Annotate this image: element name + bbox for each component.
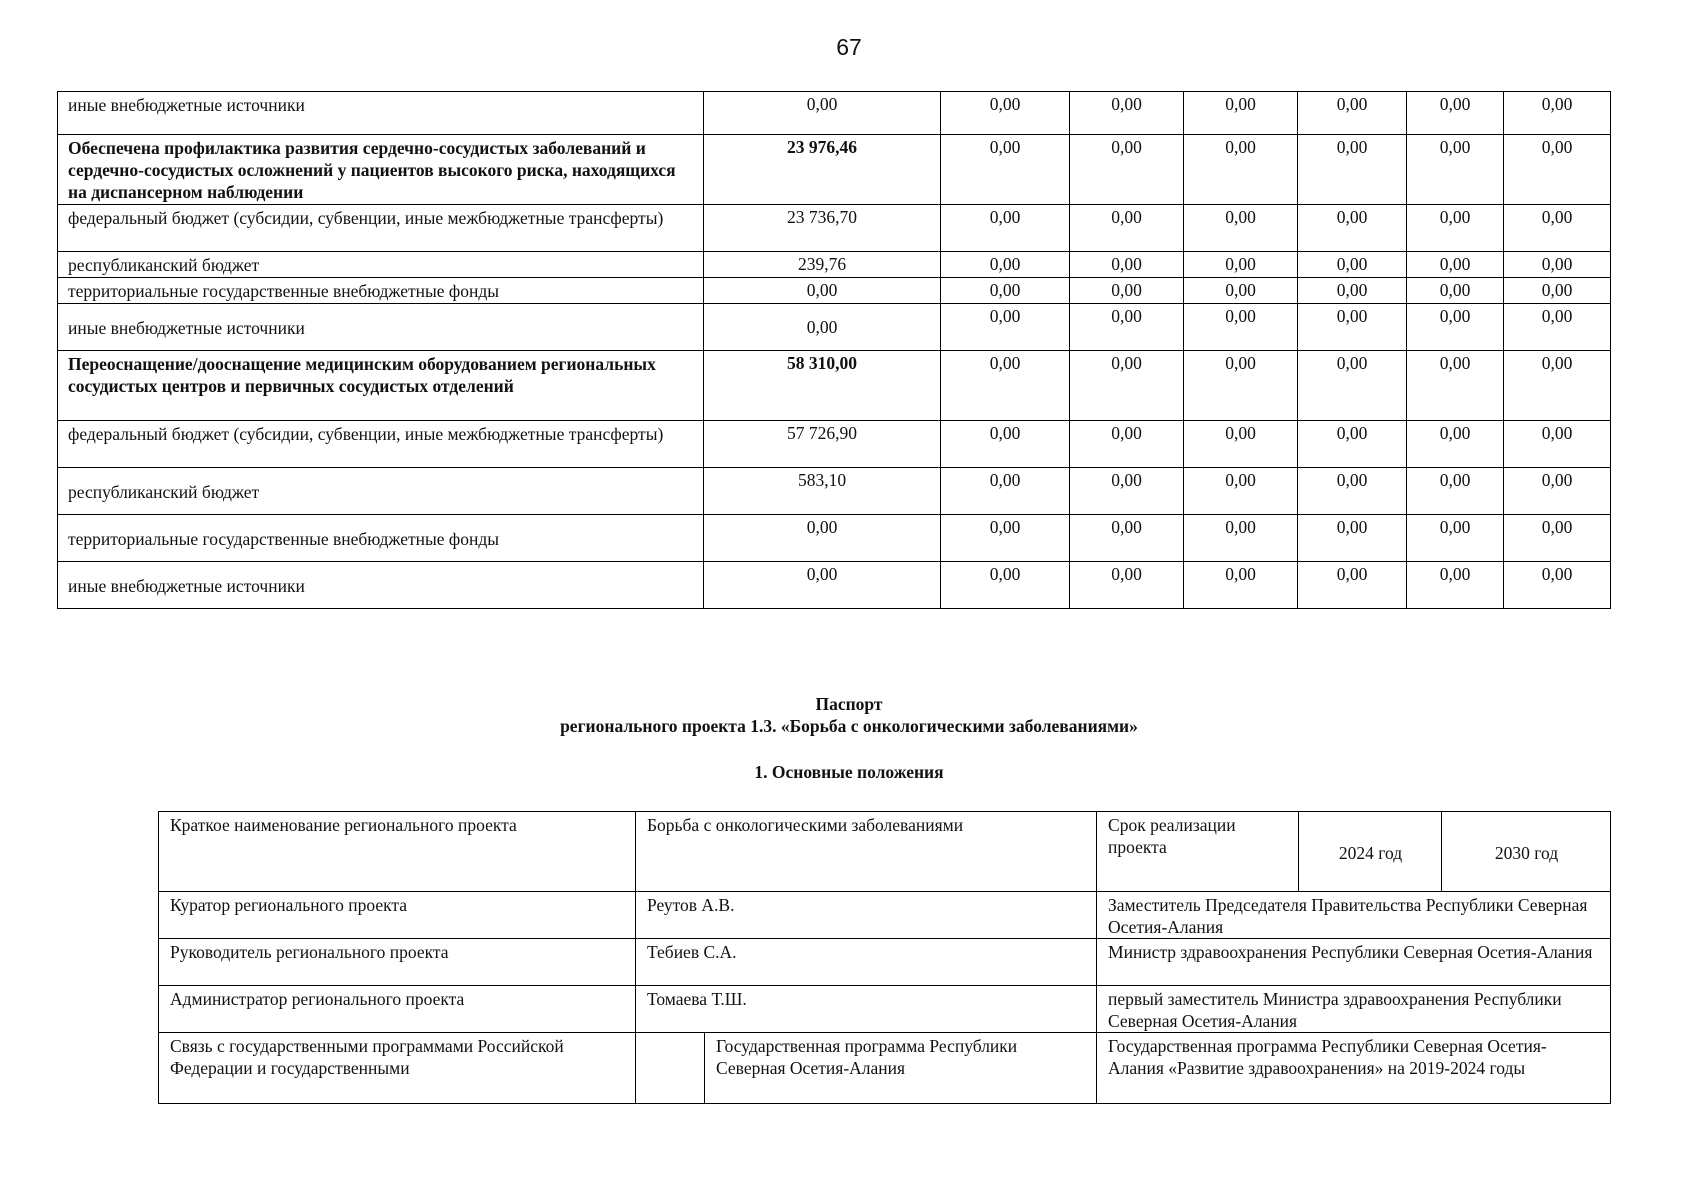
budget-value: 0,00 (941, 252, 1070, 278)
budget-value: 0,00 (1070, 135, 1184, 205)
budget-row-label: Обеспечена профилактика развития сердечно-сосудистых заболеваний и сердечно-сосудистых осложнений у пациентов высокого риска, находящихся на диспансерном наблюдении (58, 135, 704, 205)
budget-value: 0,00 (1070, 562, 1184, 609)
link-label: Связь с государственными программами Российской Федерации и государственными (159, 1033, 636, 1104)
budget-value: 0,00 (1407, 278, 1504, 304)
budget-row (58, 468, 1611, 515)
budget-value: 0,00 (941, 468, 1070, 515)
budget-value: 0,00 (1504, 92, 1611, 135)
budget-row-label: республиканский бюджет (58, 252, 704, 278)
head-position: Министр здравоохранения Республики Северная Осетия-Алания (1097, 939, 1611, 986)
budget-value: 0,00 (1184, 351, 1298, 421)
curator-position: Заместитель Председателя Правительства Республики Северная Осетия-Алания (1097, 892, 1611, 939)
budget-value: 0,00 (1070, 92, 1184, 135)
budget-value: 0,00 (1298, 252, 1407, 278)
budget-value: 0,00 (1407, 92, 1504, 135)
budget-value: 0,00 (1298, 515, 1407, 562)
budget-value: 0,00 (1298, 135, 1407, 205)
budget-value: 0,00 (1407, 468, 1504, 515)
budget-value: 0,00 (1184, 92, 1298, 135)
budget-value: 0,00 (941, 205, 1070, 252)
budget-value: 0,00 (1407, 205, 1504, 252)
budget-value: 0,00 (1504, 205, 1611, 252)
budget-value: 0,00 (941, 515, 1070, 562)
budget-value: 0,00 (1184, 252, 1298, 278)
budget-value: 239,76 (704, 252, 941, 278)
budget-row (58, 304, 1611, 351)
section-title: 1. Основные положения (754, 762, 944, 782)
budget-value: 0,00 (1407, 304, 1504, 351)
budget-value: 0,00 (1504, 304, 1611, 351)
budget-value: 0,00 (1298, 351, 1407, 421)
budget-value: 0,00 (1504, 562, 1611, 609)
budget-value: 0,00 (1504, 351, 1611, 421)
budget-value: 0,00 (704, 304, 941, 351)
link-program-short: Государственная программа Республики Северная Осетия-Алания (705, 1033, 1097, 1104)
budget-value: 0,00 (1070, 252, 1184, 278)
budget-value: 0,00 (941, 351, 1070, 421)
term-label: Срок реализации проекта (1097, 812, 1299, 892)
budget-row (58, 421, 1611, 468)
short-name-value: Борьба с онкологическими заболеваниями (636, 812, 1097, 892)
budget-value: 0,00 (1070, 515, 1184, 562)
budget-value: 0,00 (941, 92, 1070, 135)
budget-value: 0,00 (1504, 252, 1611, 278)
budget-value: 0,00 (704, 278, 941, 304)
head-name: Тебиев С.А. (636, 939, 1097, 986)
budget-table (57, 91, 1611, 609)
budget-value: 58 310,00 (704, 351, 941, 421)
budget-value: 0,00 (1504, 468, 1611, 515)
passport-row-admin (159, 986, 1611, 1033)
budget-value: 0,00 (1298, 468, 1407, 515)
budget-value: 0,00 (1070, 421, 1184, 468)
budget-value: 0,00 (1504, 515, 1611, 562)
short-name-label: Краткое наименование регионального проекта (159, 812, 636, 892)
budget-row (58, 252, 1611, 278)
budget-value: 0,00 (1298, 421, 1407, 468)
term-end: 2030 год (1442, 812, 1611, 892)
budget-row (58, 135, 1611, 205)
budget-value: 0,00 (1070, 351, 1184, 421)
passport-row-curator (159, 892, 1611, 939)
budget-row (58, 515, 1611, 562)
head-label: Руководитель регионального проекта (159, 939, 636, 986)
budget-value: 0,00 (1184, 562, 1298, 609)
budget-value: 0,00 (941, 278, 1070, 304)
budget-value: 0,00 (1184, 515, 1298, 562)
budget-value: 0,00 (1184, 421, 1298, 468)
budget-value: 0,00 (1070, 278, 1184, 304)
budget-value: 0,00 (1504, 278, 1611, 304)
budget-value: 0,00 (941, 135, 1070, 205)
passport-title: Паспорт (815, 694, 883, 714)
budget-row-label: федеральный бюджет (субсидии, субвенции, иные межбюджетные трансферты) (58, 421, 704, 468)
budget-row-label: федеральный бюджет (субсидии, субвенции, иные межбюджетные трансферты) (58, 205, 704, 252)
budget-value: 0,00 (1298, 304, 1407, 351)
budget-value: 0,00 (1184, 278, 1298, 304)
budget-value: 0,00 (1298, 562, 1407, 609)
passport-row-head (159, 939, 1611, 986)
budget-row-label: территориальные государственные внебюджетные фонды (58, 515, 704, 562)
curator-label: Куратор регионального проекта (159, 892, 636, 939)
admin-position: первый заместитель Министра здравоохранения Республики Северная Осетия-Алания (1097, 986, 1611, 1033)
budget-value: 23 976,46 (704, 135, 941, 205)
budget-value: 0,00 (1184, 304, 1298, 351)
admin-name: Томаева Т.Ш. (636, 986, 1097, 1033)
budget-value: 0,00 (1407, 135, 1504, 205)
budget-row-label: иные внебюджетные источники (58, 92, 704, 135)
curator-name: Реутов А.В. (636, 892, 1097, 939)
page-number: 67 (836, 34, 862, 60)
budget-value: 0,00 (941, 421, 1070, 468)
budget-value: 0,00 (1407, 562, 1504, 609)
passport-subtitle: регионального проекта 1.3. «Борьба с онкологическими заболеваниями» (560, 716, 1138, 736)
budget-value: 0,00 (1504, 421, 1611, 468)
budget-value: 0,00 (1298, 205, 1407, 252)
budget-row (58, 562, 1611, 609)
passport-row-short-name (159, 812, 1611, 892)
budget-value: 0,00 (1407, 252, 1504, 278)
budget-value: 0,00 (1298, 92, 1407, 135)
passport-table (158, 811, 1611, 1104)
budget-value: 0,00 (1184, 468, 1298, 515)
budget-value: 0,00 (1298, 278, 1407, 304)
budget-row-label: территориальные государственные внебюджетные фонды (58, 278, 704, 304)
budget-value: 0,00 (1407, 421, 1504, 468)
budget-value: 0,00 (1184, 135, 1298, 205)
budget-row-label: иные внебюджетные источники (58, 562, 704, 609)
budget-value: 0,00 (1504, 135, 1611, 205)
budget-value: 0,00 (704, 515, 941, 562)
budget-value: 0,00 (704, 92, 941, 135)
budget-value: 0,00 (1070, 205, 1184, 252)
budget-value: 0,00 (1184, 205, 1298, 252)
admin-label: Администратор регионального проекта (159, 986, 636, 1033)
budget-value: 23 736,70 (704, 205, 941, 252)
link-empty-cell (636, 1033, 705, 1104)
budget-value: 583,10 (704, 468, 941, 515)
budget-value: 0,00 (1407, 351, 1504, 421)
budget-row-label: республиканский бюджет (58, 468, 704, 515)
budget-value: 0,00 (1070, 304, 1184, 351)
link-program-full: Государственная программа Республики Северная Осетия- Алания «Развитие здравоохранения» на 2019-2024 годы (1097, 1033, 1611, 1104)
budget-value: 0,00 (941, 304, 1070, 351)
budget-row (58, 92, 1611, 135)
term-start: 2024 год (1299, 812, 1442, 892)
budget-row-label: иные внебюджетные источники (58, 304, 704, 351)
budget-row (58, 205, 1611, 252)
budget-row (58, 351, 1611, 421)
budget-value: 0,00 (704, 562, 941, 609)
budget-value: 0,00 (1407, 515, 1504, 562)
budget-row-label: Переоснащение/дооснащение медицинским оборудованием региональных сосудистых центров и первичных сосудистых отделений (58, 351, 704, 421)
budget-value: 57 726,90 (704, 421, 941, 468)
budget-value: 0,00 (941, 562, 1070, 609)
passport-row-link (159, 1033, 1611, 1104)
budget-row (58, 278, 1611, 304)
budget-value: 0,00 (1070, 468, 1184, 515)
